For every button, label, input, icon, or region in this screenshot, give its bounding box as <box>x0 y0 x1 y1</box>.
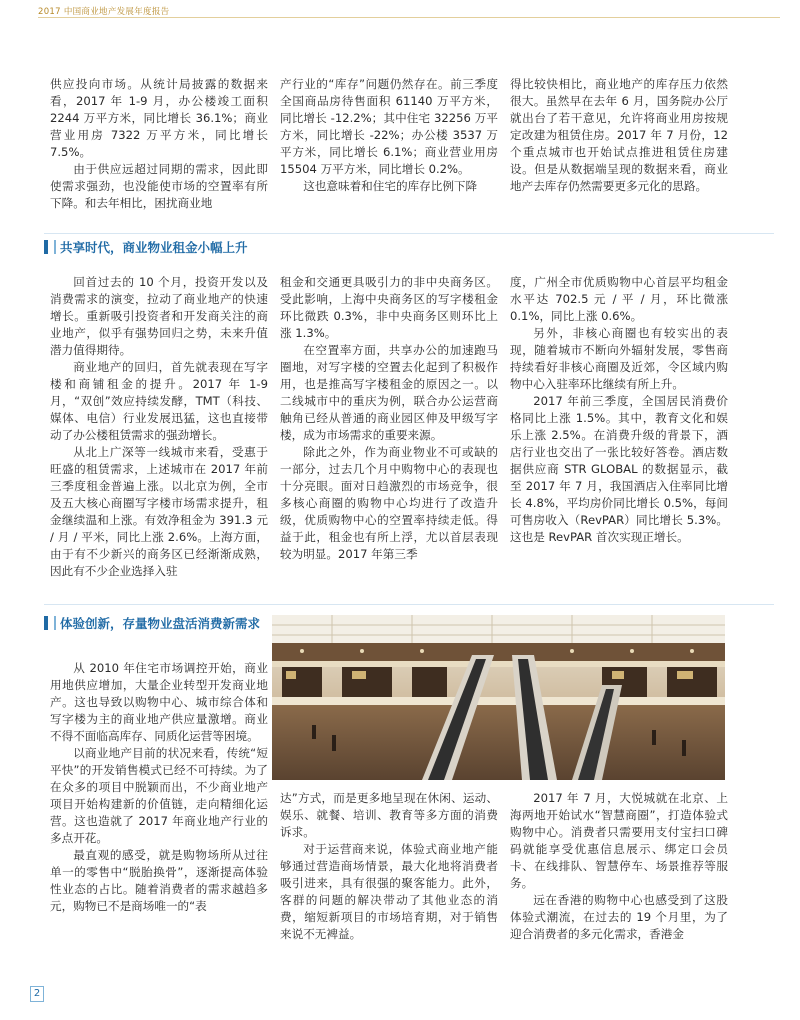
shopping-mall-photo <box>272 615 725 780</box>
section-heading-experience-innovation <box>44 614 260 632</box>
paragraph: 度，广州全市优质购物中心首层平均租金水平达 702.5 元 / 平 / 月，环比微涨 0.1%，同比上涨 0.6%。 <box>510 275 728 323</box>
heading-bar-icon <box>44 240 48 254</box>
paragraph: 远在香港的购物中心也感受到了这股体验式潮流，在过去的 19 个月里，为了迎合消费者的多元化需求，香港金 <box>510 893 728 941</box>
paragraph: 以商业地产目前的状况来看，传统“短平快”的开发销售模式已经不可持续。为了在众多的项目中脱颖而出，不少商业地产项目开始构建新的价值链，走向精细化运营。这也造就了 2017 年商业地产行业的多点开花。 <box>50 746 268 845</box>
paragraph: 从 2010 年住宅市场调控开始，商业用地供应增加，大量企业转型开发商业地产。这也导致以购物中心、城市综合体和写字楼为主的商业地产供应量激增。商业不得不面临高库存、同质化运营等困境。 <box>50 661 268 743</box>
s1-column-2 <box>280 76 498 234</box>
s3-column-2 <box>280 790 498 960</box>
paragraph: 在空置率方面，共享办公的加速跑马圈地，对写字楼的空置去化起到了积极作用，也是推高写字楼租金的原因之一。以二线城市中的重庆为例，联合办公运营商触角已经从普通的商业园区伸及甲级写字楼，成为市场需求的重要来源。 <box>280 343 498 442</box>
s2-column-1 <box>50 274 268 596</box>
heading-bar-icon <box>44 616 48 630</box>
s3-column-1 <box>50 660 268 960</box>
paragraph: 从北上广深等一线城市来看，受惠于旺盛的租赁需求，上述城市在 2017 年前三季度租金普遍上涨。以北京为例，全市及五大核心商圈写字楼市场需求提升，租金继续温和上涨。有效净租金为 391.3 元 / 月 / 平米，同比上涨 2.6%。上海方面，由于有不少新兴的商务区已经渐渐成熟，因此有不少企业选择入驻 <box>50 445 268 578</box>
paragraph: 回首过去的 10 个月，投资开发以及消费需求的演变，拉动了商业地产的快速增长。重新吸引投资者和开发商关注的商业地产，似乎有强势回归之势，未来升值潜力值得期待。 <box>50 275 268 357</box>
paragraph: 得比较快相比，商业地产的库存压力依然很大。虽然早在去年 6 月，国务院办公厅就出台了若干意见，允许将商业用房按规定改建为租赁住房。2017 年 7 月份，12 个重点城市也开始试点推进租赁住房建设。但是从数据端呈现的数据来看，商业地产去库存仍然需要更多元化的思路。 <box>510 77 728 193</box>
s1-column-1 <box>50 76 268 234</box>
s1-column-3 <box>510 76 728 234</box>
paragraph: 租金和交通更具吸引力的非中央商务区。受此影响，上海中央商务区的写字楼租金环比微跌 0.3%，非中央商务区则环比上涨 1.3%。 <box>280 275 498 340</box>
page-number: 2 <box>30 986 44 1002</box>
running-header: 2017 中国商业地产发展年度报告 <box>38 7 170 17</box>
section-heading-shared-era <box>44 238 248 256</box>
section-heading-text: 共享时代，商业物业租金小幅上升 <box>60 240 248 255</box>
s2-column-2 <box>280 274 498 596</box>
header-rule <box>38 17 780 18</box>
section-divider <box>44 604 774 605</box>
paragraph: 对于运营商来说，体验式商业地产能够通过营造商场情景，最大化地将消费者吸引进来，具有很强的聚客能力。此外，客群的问题的解决带动了其他业态的消费，缩短新项目的市场培育期，对于销售来说不无裨益。 <box>280 842 498 941</box>
paragraph: 2017 年 7 月，大悦城就在北京、上海两地开始试水“智慧商圈”，打造体验式购物中心。消费者只需要用支付宝扫口碑码就能享受优惠信息展示、绑定口会员卡、在线排队、智慧停车、场景推荐等服务。 <box>510 791 728 890</box>
mall-atrium-illustration <box>272 615 725 780</box>
paragraph: 商业地产的回归，首先就表现在写字楼和商铺租金的提升。2017 年 1-9 月，“双创”效应持续发酵，TMT（科技、媒体、电信）行业发展迅猛，这也直接带动了办公楼租赁需求的强劲增长。 <box>50 360 268 442</box>
paragraph: 产行业的“库存”问题仍然存在。前三季度全国商品房待售面积 61140 万平方米，同比增长 -12.2%；其中住宅 32256 万平方米，同比增长 -22%；办公楼 3537 万平方米，同比增长 6.1%；商业营业用房 15504 万平方米，同比增长 0.2%。 <box>280 77 498 176</box>
heading-bar-icon <box>54 616 56 630</box>
paragraph: 这也意味着和住宅的库存比例下降 <box>303 179 478 193</box>
paragraph: 达”方式，而是更多地呈现在休闲、运动、娱乐、就餐、培训、教育等多方面的消费诉求。 <box>280 791 498 839</box>
s3-column-3 <box>510 790 728 960</box>
paragraph: 由于供应远超过同期的需求，因此即使需求强劲，也没能使市场的空置率有所下降。和去年相比，困扰商业地 <box>50 162 268 210</box>
heading-bar-icon <box>54 240 56 254</box>
s2-column-3 <box>510 274 728 596</box>
paragraph: 供应投向市场。从统计局披露的数据来看，2017 年 1-9 月，办公楼竣工面积 2244 万平方米，同比增长 36.1%；商业营业用房 7322 万平方米，同比增长 7.5%。 <box>50 77 268 159</box>
section-heading-text: 体验创新，存量物业盘活消费新需求 <box>60 616 261 631</box>
paragraph: 除此之外，作为商业物业不可或缺的一部分，过去几个月中购物中心的表现也十分亮眼。面对日趋激烈的市场竞争，很多核心商圈的购物中心均进行了改造升级，优质购物中心的空置率持续走低。得益于此，租金也有所上浮，尤以首层表现较为明显。2017 年第三季 <box>280 445 498 561</box>
paragraph: 另外，非核心商圈也有较实出的表现，随着城市不断向外辐射发展，零售商持续看好非核心商圈及近郊，令区域内购物中心入驻率环比继续有所上升。 <box>510 326 728 391</box>
paragraph: 最直观的感受，就是购物场所从过往单一的零售中“脱胎换骨”，逐渐提高体验性业态的占比。随着消费者的需求越趋多元，购物已不是商场唯一的“表 <box>50 848 268 913</box>
paragraph: 2017 年前三季度，全国居民消费价格同比上涨 1.5%。其中，教育文化和娱乐上涨 2.5%。在消费升级的背景下，酒店行业也交出了一张比较好答卷。酒店数据供应商 STR GLOBAL 的数据显示，截至 2017 年 7 月，我国酒店入住率同比增长 4.8%，平均房价同比增长 0.5%，每间可售房收入（RevPAR）同比增长 5.3%。这也是 RevPAR 首次实现正增长。 <box>510 394 728 544</box>
section-divider <box>44 233 774 234</box>
